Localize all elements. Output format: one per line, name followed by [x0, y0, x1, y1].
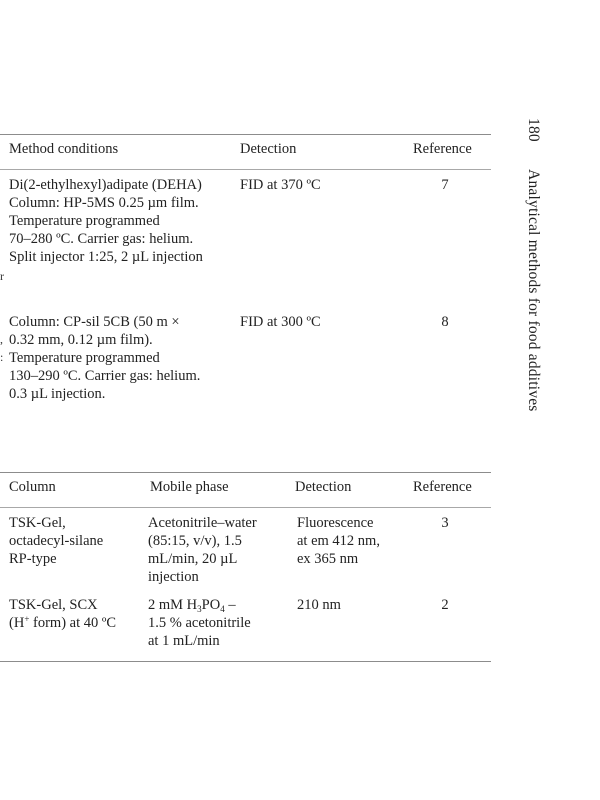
- mobile-line: 1.5 % acetonitrile: [148, 615, 251, 631]
- method-line: Column: CP-sil 5CB (50 m ×: [9, 314, 180, 330]
- method-line: 130–290 ºC. Carrier gas: helium.: [9, 368, 201, 384]
- method-line: Temperature programmed: [9, 213, 160, 229]
- mobile-line: (85:15, v/v), 1.5: [148, 533, 242, 549]
- reference-value: 8: [441, 314, 449, 330]
- detection-line: ex 365 nm: [297, 551, 359, 567]
- mobile-line: [148, 596, 236, 614]
- header-detection: Detection: [295, 479, 352, 495]
- cut-edge-fragment: ,: [0, 332, 3, 346]
- table-top-rule: [0, 472, 491, 473]
- header-reference: Reference: [413, 479, 472, 495]
- table-top-rule: [0, 134, 491, 135]
- mobile-line-post: –: [224, 597, 236, 613]
- column-line: [9, 614, 116, 632]
- mobile-line-pre: 2 mM H: [148, 597, 198, 613]
- mobile-line: mL/min, 20 µL: [148, 551, 238, 567]
- subscript: 3: [197, 604, 202, 614]
- detection-value: 210 nm: [297, 597, 341, 613]
- mobile-line: at 1 mL/min: [148, 633, 220, 649]
- running-header: [524, 118, 542, 412]
- method-line: 0.3 µL injection.: [9, 386, 106, 402]
- cut-edge-fragment: :: [0, 350, 4, 364]
- column-line: TSK-Gel,: [9, 515, 66, 531]
- detection-line: at em 412 nm,: [297, 533, 380, 549]
- mobile-line: Acetonitrile–water: [148, 515, 257, 531]
- column-line-post: form) at 40 ºC: [29, 615, 117, 631]
- method-line: Column: HP-5MS 0.25 µm film.: [9, 195, 199, 211]
- header-mobile-phase: Mobile phase: [150, 479, 229, 495]
- page-number: 180: [525, 118, 542, 142]
- method-line: Split injector 1:25, 2 µL injection: [9, 249, 203, 265]
- method-line: 0.32 mm, 0.12 µm film).: [9, 332, 153, 348]
- reference-value: 7: [441, 177, 449, 193]
- mobile-line: injection: [148, 569, 199, 585]
- column-line-pre: (H: [9, 615, 25, 631]
- column-line: TSK-Gel, SCX: [9, 597, 98, 613]
- cut-edge-fragment: r: [0, 269, 4, 283]
- table-bottom-rule: [0, 661, 491, 662]
- method-line: 70–280 ºC. Carrier gas: helium.: [9, 231, 194, 247]
- method-line: Temperature programmed: [9, 350, 160, 366]
- header-detection: Detection: [240, 141, 297, 157]
- method-line: Di(2-ethylhexyl)adipate (DEHA): [9, 177, 202, 193]
- detection-value: FID at 370 ºC: [240, 177, 321, 193]
- reference-value: 2: [441, 597, 449, 613]
- column-line: RP-type: [9, 551, 57, 567]
- column-line: octadecyl-silane: [9, 533, 104, 549]
- header-method-conditions: Method conditions: [9, 141, 119, 157]
- header-rule: [0, 507, 491, 508]
- subscript: 4: [220, 604, 225, 614]
- reference-value: 3: [441, 515, 449, 531]
- superscript: +: [24, 614, 30, 624]
- header-rule: [0, 169, 491, 170]
- detection-value: FID at 300 ºC: [240, 314, 321, 330]
- book-title: Analytical methods for food additives: [525, 169, 542, 412]
- detection-line: Fluorescence: [297, 515, 374, 531]
- header-column: Column: [9, 479, 56, 495]
- mobile-line-mid: PO: [201, 597, 221, 613]
- header-reference: Reference: [413, 141, 472, 157]
